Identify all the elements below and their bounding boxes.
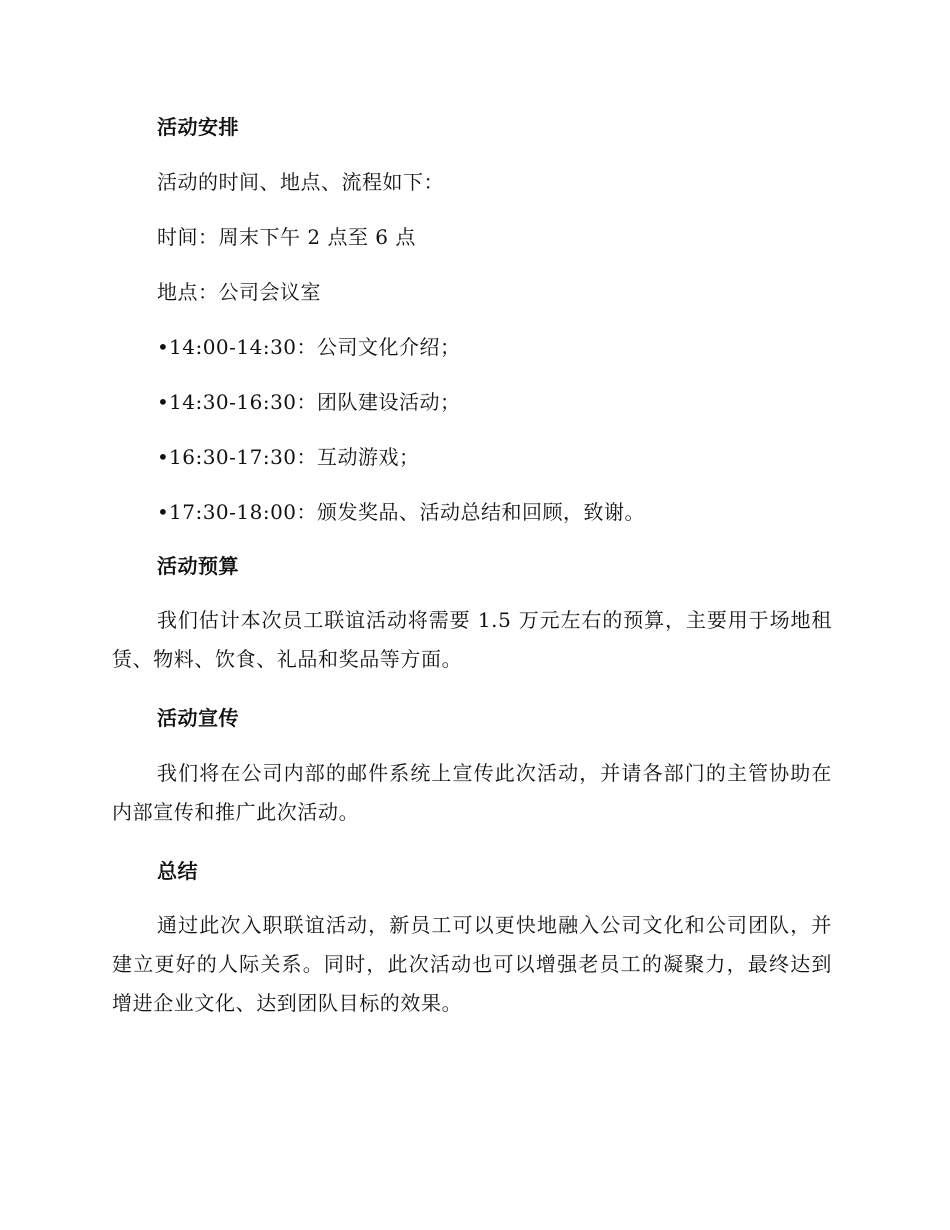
section-heading-arrangement: 活动安排 xyxy=(157,115,239,139)
section-heading-budget: 活动预算 xyxy=(157,554,239,578)
bullet-icon: • xyxy=(157,445,170,469)
schedule-item xyxy=(157,335,461,359)
bullet-icon: • xyxy=(157,500,170,524)
schedule-item xyxy=(157,445,420,469)
arrangement-location: 地点：公司会议室 xyxy=(157,280,321,304)
schedule-item-text: 14:00-14:30：公司文化介绍； xyxy=(169,335,461,359)
schedule-item xyxy=(157,500,645,524)
bullet-icon: • xyxy=(157,390,170,414)
section-heading-promotion: 活动宣传 xyxy=(157,706,239,730)
bullet-icon: • xyxy=(157,335,170,359)
arrangement-time: 时间：周末下午 2 点至 6 点 xyxy=(157,225,416,249)
schedule-item-text: 17:30-18:00：颁发奖品、活动总结和回顾，致谢。 xyxy=(169,500,646,524)
budget-paragraph: 我们估计本次员工联谊活动将需要 1.5 万元左右的预算，主要用于场地租赁、物料、饮食、礼品和奖品等方面。 xyxy=(112,608,832,671)
schedule-item xyxy=(157,390,461,414)
schedule-item-text: 14:30-16:30：团队建设活动； xyxy=(169,390,461,414)
arrangement-intro: 活动的时间、地点、流程如下： xyxy=(157,170,444,194)
summary-paragraph: 通过此次入职联谊活动，新员工可以更快地融入公司文化和公司团队，并建立更好的人际关系。同时，此次活动也可以增强老员工的凝聚力，最终达到增进企业文化、达到团队目标的效果。 xyxy=(112,913,832,1015)
schedule-item-text: 16:30-17:30：互动游戏； xyxy=(169,445,420,469)
promotion-paragraph: 我们将在公司内部的邮件系统上宣传此次活动，并请各部门的主管协助在内部宣传和推广此次活动。 xyxy=(112,761,832,824)
section-heading-summary: 总结 xyxy=(157,859,198,883)
